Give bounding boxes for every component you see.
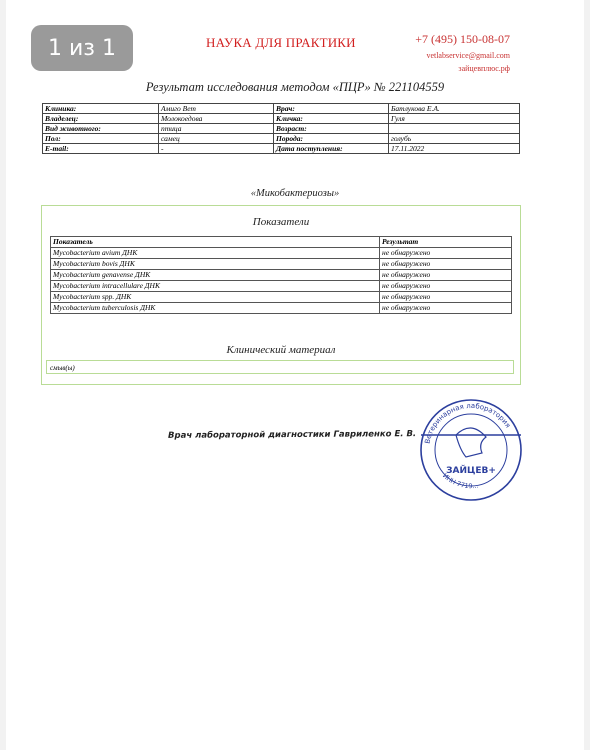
result-row	[51, 303, 512, 314]
lab-stamp	[416, 395, 526, 505]
info-value: Гуля	[389, 114, 520, 124]
indicator-name: Mycobacterium spp. ДНК	[51, 292, 380, 303]
page-counter: 1 из 1	[31, 25, 133, 71]
contacts-block	[415, 32, 510, 73]
results-header-row	[51, 237, 512, 248]
email-link[interactable]: vetlabservice@gmail.com	[426, 51, 510, 60]
result-row	[51, 292, 512, 303]
info-label: Владелец:	[43, 114, 159, 124]
material-heading: Клинический материал	[226, 344, 336, 356]
info-value: -	[159, 144, 274, 154]
stamp-center-text: ЗАЙЦЕВ+	[446, 466, 496, 476]
patient-info-table	[42, 103, 520, 154]
stamp-ring-top: Ветеринарная лаборатория	[423, 401, 512, 445]
info-value: Амиго Вет	[159, 104, 274, 114]
results-panel	[41, 205, 521, 385]
indicator-name: Mycobacterium genavense ДНК	[51, 270, 380, 281]
info-label: Кличка:	[274, 114, 389, 124]
info-value: 17.11.2022	[389, 144, 520, 154]
info-value	[389, 124, 520, 134]
info-label: Возраст:	[274, 124, 389, 134]
indicator-result: не обнаружено	[380, 292, 512, 303]
info-value: птица	[159, 124, 274, 134]
results-table	[50, 236, 512, 314]
report-title: Результат исследования методом «ПЦР» № 221104559	[145, 80, 445, 94]
brand-slogan: НАУКА ДЛЯ ПРАКТИКИ	[206, 35, 356, 50]
stamp-ring-bottom: ИНН 7719...	[441, 471, 480, 491]
indicator-name: Mycobacterium bovis ДНК	[51, 259, 380, 270]
info-row	[43, 124, 520, 134]
info-label: Порода:	[274, 134, 389, 144]
indicator-result: не обнаружено	[380, 281, 512, 292]
document-page	[6, 0, 584, 750]
info-value: Молокоедова	[159, 114, 274, 124]
site-link[interactable]: зайцевплюс.рф	[458, 64, 510, 73]
indicator-name: Mycobacterium avium ДНК	[51, 248, 380, 259]
info-label: Пол:	[43, 134, 159, 144]
info-value: самец	[159, 134, 274, 144]
column-header-indicator: Показатель	[51, 237, 380, 248]
indicator-result: не обнаружено	[380, 270, 512, 281]
result-row	[51, 259, 512, 270]
section-title: «Микобактериозы»	[250, 188, 340, 199]
info-row	[43, 114, 520, 124]
doctor-signature-line: Врач лабораторной диагностики Гавриленко Е. В.	[167, 429, 417, 441]
info-label: Вид животного:	[43, 124, 159, 134]
indicator-name: Mycobacterium intracellulare ДНК	[51, 281, 380, 292]
info-row	[43, 134, 520, 144]
info-label: Врач:	[274, 104, 389, 114]
info-value: Батлукова Е.А.	[389, 104, 520, 114]
phone-link[interactable]: +7 (495) 150-08-07	[415, 32, 510, 46]
info-row	[43, 144, 520, 154]
info-label: E-mail:	[43, 144, 159, 154]
result-row	[51, 281, 512, 292]
indicator-result: не обнаружено	[380, 248, 512, 259]
info-label: Клиника:	[43, 104, 159, 114]
info-row	[43, 104, 520, 114]
indicator-result: не обнаружено	[380, 303, 512, 314]
indicator-name: Mycobacterium tuberculosis ДНК	[51, 303, 380, 314]
material-value: смыв(ы)	[46, 360, 514, 374]
info-value: голубь	[389, 134, 520, 144]
indicator-result: не обнаружено	[380, 259, 512, 270]
info-label: Дата поступления:	[274, 144, 389, 154]
result-row	[51, 248, 512, 259]
column-header-result: Результат	[380, 237, 512, 248]
panel-heading: Показатели	[252, 216, 310, 228]
result-row	[51, 270, 512, 281]
